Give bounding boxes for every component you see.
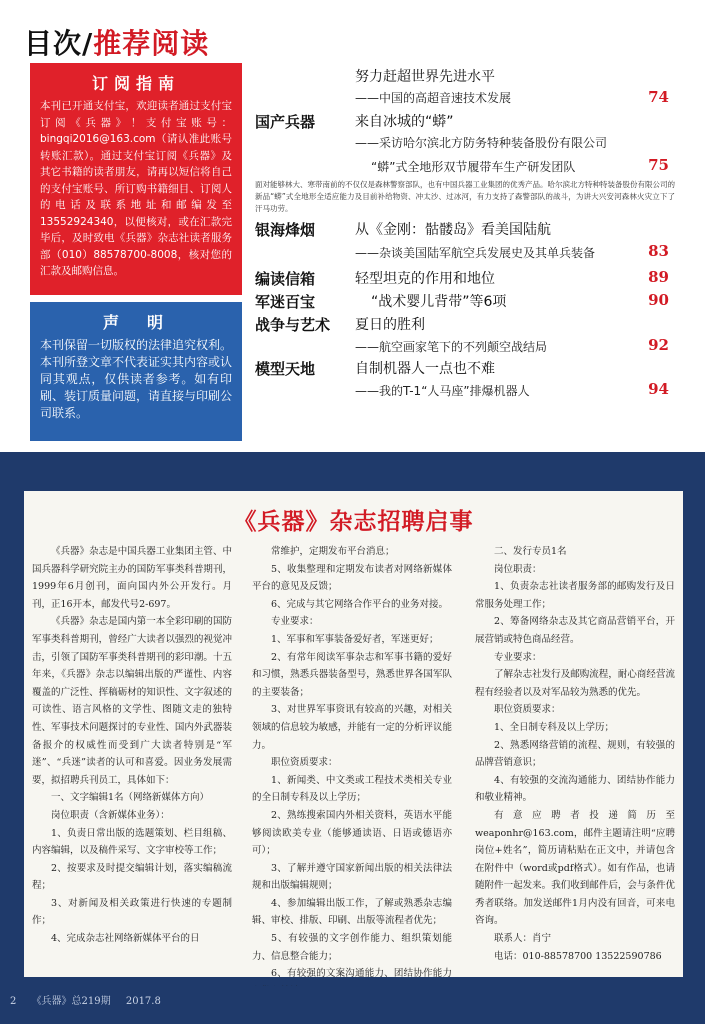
declaration-box	[30, 302, 242, 441]
recruitment-paragraph: 4、有较强的交流沟通能力、团结协作能力和敬业精神。	[475, 774, 675, 804]
recruitment-paragraph: 一、文字编辑1名（网络新媒体方向）	[51, 792, 210, 804]
issue-date: 2017.8	[125, 996, 161, 1007]
title-highlight: 推荐阅读	[93, 27, 210, 60]
recruitment-column-2	[252, 543, 452, 1000]
toc-page-number: 75	[648, 156, 669, 174]
toc-entry-title[interactable]: 来自冰城的“蟒”	[355, 114, 454, 130]
recruitment-paragraph: 2、熟悉网络营销的流程、规则，有较强的品牌营销意识；	[475, 739, 675, 769]
toc-category: 国产兵器	[255, 113, 316, 131]
recruitment-paragraph: 1、军事和军事装备爱好者，军迷更好；	[271, 633, 439, 645]
toc-page-number: 89	[648, 268, 669, 286]
toc-category: 战争与艺术	[255, 316, 331, 334]
recruitment-paragraph: 联系人：肖宁	[494, 933, 552, 945]
page-footer	[0, 986, 705, 1024]
toc-page-number: 90	[648, 291, 669, 309]
toc-page-number: 94	[648, 380, 669, 398]
subscription-guide-box	[30, 63, 242, 295]
recruitment-paragraph: 电话：010-88578700 13522590786	[494, 950, 662, 962]
recruitment-paragraph: 5、收集整理和定期发布读者对网络新媒体平台的意见及反馈；	[252, 563, 452, 593]
toc-summary-note: 面对能够林大、寒带南前的不仅仅是森林警察部队，也有中国兵器工业集团的优秀产品。哈尔滨北方特种特装备股份有限公司的新品“蟒”式全地形全适应能力及目前补给物资、冲太沙、过冰河，有力支持了森警部队的战斗，为讲大兴安河森林火灾立下了汗马功劳。	[255, 180, 675, 213]
toc-entry-title[interactable]: 努力赶超世界先进水平	[355, 69, 495, 85]
recruitment-paragraph: 1、负责日常出版的选题策划、栏目组稿、内容编辑，以及稿件采写、文字审校等工作；	[32, 827, 232, 857]
recruitment-paragraph: 职位资质要求：	[271, 757, 338, 769]
recruitment-paragraph: 1、新闻类、中文类或工程技术类相关专业的全日制专科及以上学历；	[252, 774, 452, 804]
recruitment-paragraph: 2、有常年阅读军事杂志和军事书籍的爱好和习惯，熟悉兵器装备型号，熟悉世界各国军队的主要装备；	[252, 651, 452, 698]
recruitment-paragraph: 3、了解并遵守国家新闻出版的相关法律法规和出版编辑规则；	[252, 862, 452, 892]
recruitment-paragraph: 职位资质要求：	[494, 704, 561, 716]
recruitment-paragraph: 《兵器》杂志是中国兵器工业集团主管、中国兵器科学研究院主办的国防军事类科普期刊，1999年6月创刊，面向国内外公开发行。月刊，正16开本，邮发代号2-697。	[32, 546, 232, 610]
toc-entry-subtitle: ——采访哈尔滨北方防务特种装备股份有限公司	[355, 136, 608, 150]
subscription-guide-title: 订阅指南	[91, 74, 180, 93]
toc-entry-subtitle: ——杂谈美国陆军航空兵发展史及其单兵装备	[355, 246, 596, 260]
toc-entry-title[interactable]: “战术婴儿背带”等6项	[371, 294, 507, 310]
subscription-guide-body: 本刊已开通支付宝，欢迎读者通过支付宝订阅《兵器》！支付宝账号：bingqi2016@163.com（请认准此账号转账汇款）。通过支付宝订阅《兵器》及其它书籍的读者朋友，请再以短信将自己的支付宝账号、所订购书籍细目、订阅人的电话及联系地址和邮编发至13552924340，以便核对，或在汇款完毕后，及时致电《兵器》杂志社读者服务部（010）88578700-8008，核对您的汇款及邮购信息。	[40, 100, 232, 277]
toc-page-number: 92	[648, 336, 669, 354]
recruitment-paragraph: 岗位职责（含新媒体业务）：	[51, 809, 170, 821]
recruitment-column-1	[32, 543, 232, 948]
recruitment-notice	[24, 491, 683, 980]
recruitment-paragraph: 6、完成与其它网络合作平台的业务对接。	[271, 598, 449, 610]
recruitment-paragraph: 专业要求：	[271, 616, 319, 628]
recruitment-column-3	[475, 543, 675, 965]
magazine-issue: 《兵器》总219期	[31, 996, 111, 1007]
recruitment-paragraph: 6、有较强的文案沟通能力、团结协作能力	[271, 968, 452, 980]
declaration-title: 声 明	[102, 313, 169, 332]
recruitment-paragraph: 5、有较强的文字创作能力、组织策划能力、信息整合能力；	[252, 933, 452, 962]
recruitment-paragraph: 2、熟练搜索国内外相关资料，英语水平能够阅读欧美专业（能够通读语、日语或德语亦可）；	[252, 809, 452, 857]
table-of-contents	[255, 62, 675, 407]
toc-page-number: 74	[648, 88, 669, 106]
toc-entry-title[interactable]: 轻型坦克的作用和地位	[355, 271, 495, 287]
toc-page-number: 83	[648, 242, 669, 260]
title-prefix: 目次/	[24, 27, 94, 60]
toc-category: 模型天地	[255, 360, 316, 378]
declaration-body: 本刊保留一切版权的法律追究权利。本刊所登文章不代表证实其内容或认同其观点，仅供读者参考。如有印刷、装订质量问题，请直接与印刷公司联系。	[40, 338, 233, 420]
toc-category: 编读信箱	[255, 270, 316, 288]
recruitment-paragraph: 1、负责杂志社读者服务部的邮购发行及日常服务处理工作；	[475, 581, 675, 610]
toc-category: 银海烽烟	[255, 221, 316, 239]
toc-entry-title[interactable]: 夏日的胜利	[355, 317, 425, 333]
recruitment-paragraph: 《兵器》杂志是国内第一本全彩印刷的国防军事类科普期刊，曾经广大读者以强烈的视觉冲击，引领了国防军事类科普期刊的彩印潮。十五年来，《兵器》杂志以编辑出版的严谨性、内容覆盖的广泛性、挥稿砺材的知识性、文字叙述的可读性、语言风格的文学性、图随文走的独特性、军事技术问题探讨的专业性、国内外武器装备报介的权威性而受到广大读者特别是“军迷”、“兵迷”读者的认可和喜爱。因业务发展需要，拟招聘兵刊员工，具体如下：	[32, 616, 232, 786]
toc-entry-title[interactable]: 自制机器人一点也不难	[355, 361, 495, 377]
recruitment-paragraph: 2、按要求及时提交编辑计划，落实编稿流程；	[32, 862, 232, 892]
toc-entry-title[interactable]: 从《金刚：骷髅岛》看美国陆航	[355, 222, 551, 238]
recruitment-paragraph: 3、对新闻及相关政策进行快速的专题制作；	[32, 897, 232, 927]
toc-entry-subtitle: ——航空画家笔下的不列颠空战结局	[355, 340, 548, 354]
recruitment-paragraph: 3、对世界军事资讯有较高的兴趣，对相关领域的信息较为敏感，并能有一定的分析评议能力。	[252, 704, 452, 751]
recruitment-paragraph: 4、完成杂志社网络新媒体平台的日	[51, 933, 200, 945]
toc-category: 军迷百宝	[255, 293, 316, 311]
recruitment-paragraph: 2、筹备网络杂志及其它商品营销平台，开展营销或特色商品经营。	[475, 616, 675, 645]
recruitment-paragraph: 二、发行专员1名	[494, 546, 567, 557]
recruitment-paragraph: 有意应聘者投递简历至weaponhr@163.com，邮件主题请注明“应聘岗位+姓名”，简历请粘贴在正文中，并请包含在附件中（word或pdf格式）。如有作品，也请随附件一起发来。我们收到邮件后，会与条件优秀者联络。加发送邮件1月内没有回音，可来电咨询。	[475, 809, 675, 927]
recruitment-paragraph: 1、全日制专科及以上学历；	[494, 721, 615, 733]
recruitment-paragraph: 专业要求：	[494, 651, 542, 663]
toc-entry-subtitle: ——我的T-1“人马座”排爆机器人	[355, 384, 530, 398]
recruitment-columns	[32, 543, 675, 980]
recruitment-paragraph: 常维护，定期发布平台消息；	[271, 546, 395, 557]
recruitment-paragraph: 了解杂志社发行及邮购流程，耐心商经营流程有经验者以及对军品较为熟悉的优先。	[475, 669, 675, 698]
recruitment-paragraph: 4、参加编辑出版工作，了解或熟悉杂志编辑、审校、排版、印刷、出版等流程者优先；	[252, 897, 452, 927]
recruitment-paragraph: 岗位职责：	[494, 563, 542, 575]
toc-entry-subtitle: “蟒”式全地形双节履带车生产研发团队	[371, 160, 576, 174]
page-number: 2	[10, 996, 17, 1007]
recruitment-title: 《兵器》杂志招聘启事	[233, 509, 474, 535]
toc-entry-subtitle: ——中国的高超音速技术发展	[355, 91, 512, 105]
page-title	[24, 22, 209, 62]
